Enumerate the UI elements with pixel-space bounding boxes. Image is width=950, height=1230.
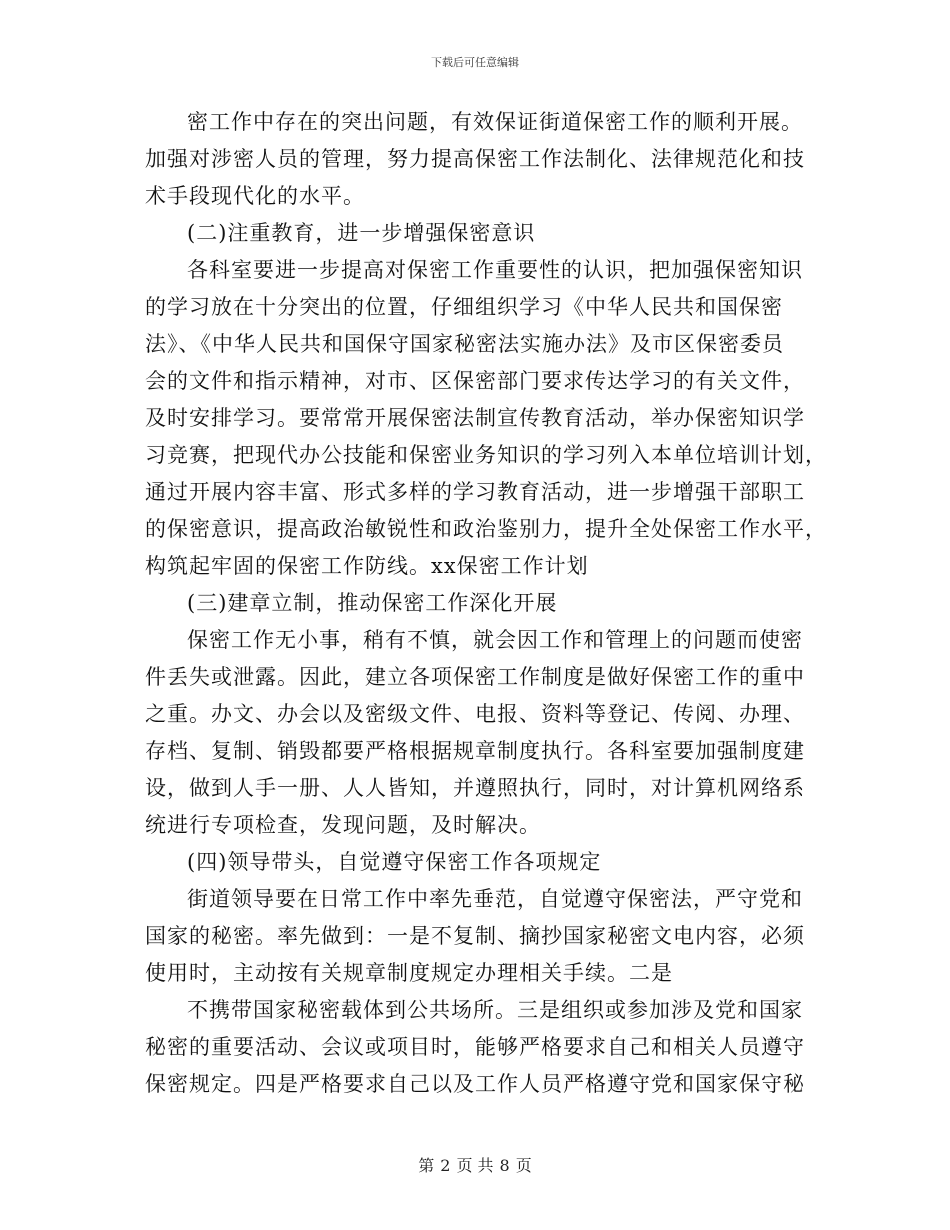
paragraph-line: 法》、《中华人民共和国保守国家秘密法实施办法》及市区保密委员 (145, 332, 784, 356)
paragraph-line: 各科室要进一步提高对保密工作重要性的认识，把加强保密知识 (187, 258, 803, 282)
paragraph-line: 加强对涉密人员的管理，努力提高保密工作法制化、法律规范化和技 (145, 147, 805, 171)
paragraph-line: 保密规定。四是严格要求自己以及工作人员严格遵守党和国家保守秘 (145, 1072, 805, 1096)
footer-suffix: 页 (515, 1156, 532, 1175)
paragraph-line: 保密工作无小事，稍有不慎，就会因工作和管理上的问题而使密 (187, 628, 803, 652)
paragraph-line: 通过开展内容丰富、形式多样的学习教育活动，进一步增强干部职工 (145, 480, 805, 504)
paragraph-line: 的保密意识，提高政治敏锐性和政治鉴别力，提升全处保密工作水平， (145, 517, 827, 541)
paragraph-line: 的学习放在十分突出的位置，仔细组织学习《中华人民共和国保密 (145, 295, 783, 319)
paragraph-line: 习竞赛，把现代办公技能和保密业务知识的学习列入本单位培训计划， (145, 443, 827, 467)
paragraph-line: 存档、复制、销毁都要严格根据规章制度执行。各科室要加强制度建 (145, 739, 805, 763)
paragraph-line: 构筑起牢固的保密工作防线。xx保密工作计划 (145, 554, 589, 578)
paragraph-line: 不携带国家秘密载体到公共场所。三是组织或参加涉及党和国家 (187, 998, 803, 1022)
current-page-number: 2 (440, 1156, 451, 1175)
footer-middle: 页 共 (456, 1156, 494, 1175)
footer-prefix: 第 (418, 1156, 435, 1175)
paragraph-line: 会的文件和指示精神，对市、区保密部门要求传达学习的有关文件， (145, 369, 805, 393)
paragraph-line: 密工作中存在的突出问题，有效保证街道保密工作的顺利开展。 (187, 110, 803, 134)
page-header: 下载后可任意编辑 (431, 56, 519, 69)
paragraph-line: 统进行专项检查，发现问题，及时解决。 (145, 813, 541, 837)
total-page-count: 8 (499, 1156, 510, 1175)
paragraph-line: 设，做到人手一册、人人皆知，并遵照执行，同时，对计算机网络系 (145, 776, 805, 800)
paragraph-line: 秘密的重要活动、会议或项目时，能够严格要求自己和相关人员遵守 (145, 1035, 805, 1059)
section-heading: (三)建章立制，推动保密工作深化开展 (187, 591, 558, 615)
paragraph-line: 之重。办文、办会以及密级文件、电报、资料等登记、传阅、办理、 (145, 702, 805, 726)
paragraph-line: 件丢失或泄露。因此，建立各项保密工作制度是做好保密工作的重中 (145, 665, 805, 689)
paragraph-line: 国家的秘密。率先做到：一是不复制、摘抄国家秘密文电内容，必须 (145, 924, 805, 948)
page-footer (0, 1153, 950, 1176)
section-heading: (二)注重教育，进一步增强保密意识 (187, 221, 536, 245)
paragraph-line: 术手段现代化的水平。 (145, 184, 365, 208)
paragraph-line: 及时安排学习。要常常开展保密法制宣传教育活动，举办保密知识学 (145, 406, 805, 430)
section-heading: (四)领导带头，自觉遵守保密工作各项规定 (187, 850, 602, 874)
paragraph-line: 街道领导要在日常工作中率先垂范，自觉遵守保密法，严守党和 (187, 887, 803, 911)
paragraph-line: 使用时，主动按有关规章制度规定办理相关手续。二是 (145, 961, 673, 985)
